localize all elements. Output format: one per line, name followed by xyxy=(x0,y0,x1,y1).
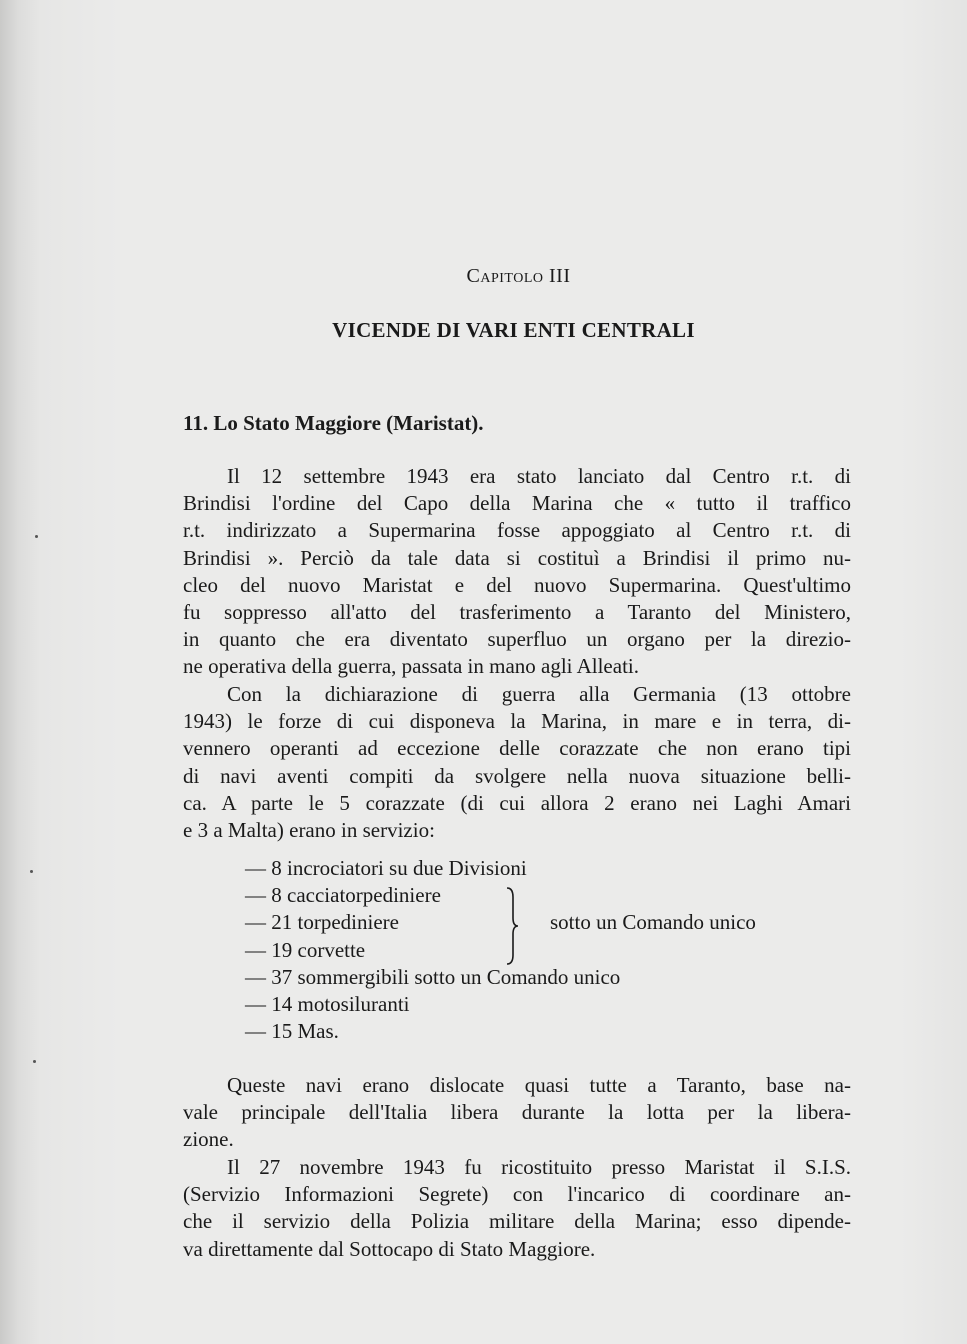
list-item: — 15 Mas. xyxy=(245,1019,339,1044)
text-line: r.t. indirizzato a Supermarina fosse appoggiato al Centro r.t. di xyxy=(183,518,851,543)
text-line: Con la dichiarazione di guerra alla Germania (13 ottobre xyxy=(227,682,851,706)
list-item: — 8 cacciatorpediniere xyxy=(245,883,441,908)
chapter-label xyxy=(0,265,967,288)
paragraph-4 xyxy=(183,1154,851,1263)
text-line: vale principale dell'Italia libera durante la lotta per la libera- xyxy=(183,1100,851,1125)
text-line: cleo del nuovo Maristat e del nuovo Supermarina. Quest'ultimo xyxy=(183,572,851,597)
list-item: — 14 motosiluranti xyxy=(245,991,410,1016)
text-line: Queste navi erano dislocate quasi tutte a Taranto, base na- xyxy=(227,1073,851,1097)
text-line: (Servizio Informazioni Segrete) con l'incarico di coordinare an- xyxy=(183,1182,851,1207)
scan-speck xyxy=(35,535,38,538)
right-brace-icon xyxy=(505,887,519,965)
text-line: e 3 a Malta) erano in servizio: xyxy=(183,818,435,843)
text-line: che il servizio della Polizia militare della Marina; esso dipende- xyxy=(183,1209,851,1234)
chapter-number: III xyxy=(549,265,571,287)
text-line: ne operativa della guerra, passata in mano agli Alleati. xyxy=(183,654,639,679)
forces-list xyxy=(245,855,620,1045)
text-line: in quanto che era diventato superfluo un organo per la direzio- xyxy=(183,627,851,652)
text-line: Il 12 settembre 1943 era stato lanciato dal Centro r.t. di xyxy=(227,464,851,488)
scan-speck xyxy=(33,1060,36,1063)
chapter-word: Capitolo xyxy=(466,265,544,287)
list-item: — 37 sommergibili sotto un Comando unico xyxy=(245,964,621,989)
chapter-title: VICENDE DI VARI ENTI CENTRALI xyxy=(332,318,695,342)
list-item: — 21 torpediniere xyxy=(245,910,399,935)
section-heading: 11. Lo Stato Maggiore (Maristat). xyxy=(183,411,484,435)
text-line: Brindisi ». Perciò da tale data si costituì a Brindisi il primo nu- xyxy=(183,545,851,570)
paragraph-3 xyxy=(183,1072,851,1154)
text-line: di navi aventi compiti da svolgere nella nuova situazione belli- xyxy=(183,763,851,788)
scan-speck xyxy=(30,870,33,873)
list-item: — 19 corvette xyxy=(245,937,366,962)
text-line: vennero operanti ad eccezione delle corazzate che non erano tipi xyxy=(183,736,851,761)
text-line: Il 27 novembre 1943 fu ricostituito presso Maristat il S.I.S. xyxy=(227,1155,851,1179)
text-line: Brindisi l'ordine del Capo della Marina che « tutto il traffico xyxy=(183,491,851,516)
text-line: 1943) le forze di cui disponeva la Marina, in mare e in terra, di- xyxy=(183,709,851,734)
list-item: — 8 incrociatori su due Divisioni xyxy=(245,856,527,880)
text-line: ca. A parte le 5 corazzate (di cui allora 2 erano nei Laghi Amari xyxy=(183,790,851,815)
text-line: zione. xyxy=(183,1127,234,1152)
text-line: va direttamente dal Sottocapo di Stato Maggiore. xyxy=(183,1236,596,1261)
text-line: fu soppresso all'atto del trasferimento a Taranto del Ministero, xyxy=(183,600,851,625)
paragraph-2 xyxy=(183,681,851,844)
paragraph-1 xyxy=(183,463,851,681)
brace-label: sotto un Comando unico xyxy=(550,910,756,934)
